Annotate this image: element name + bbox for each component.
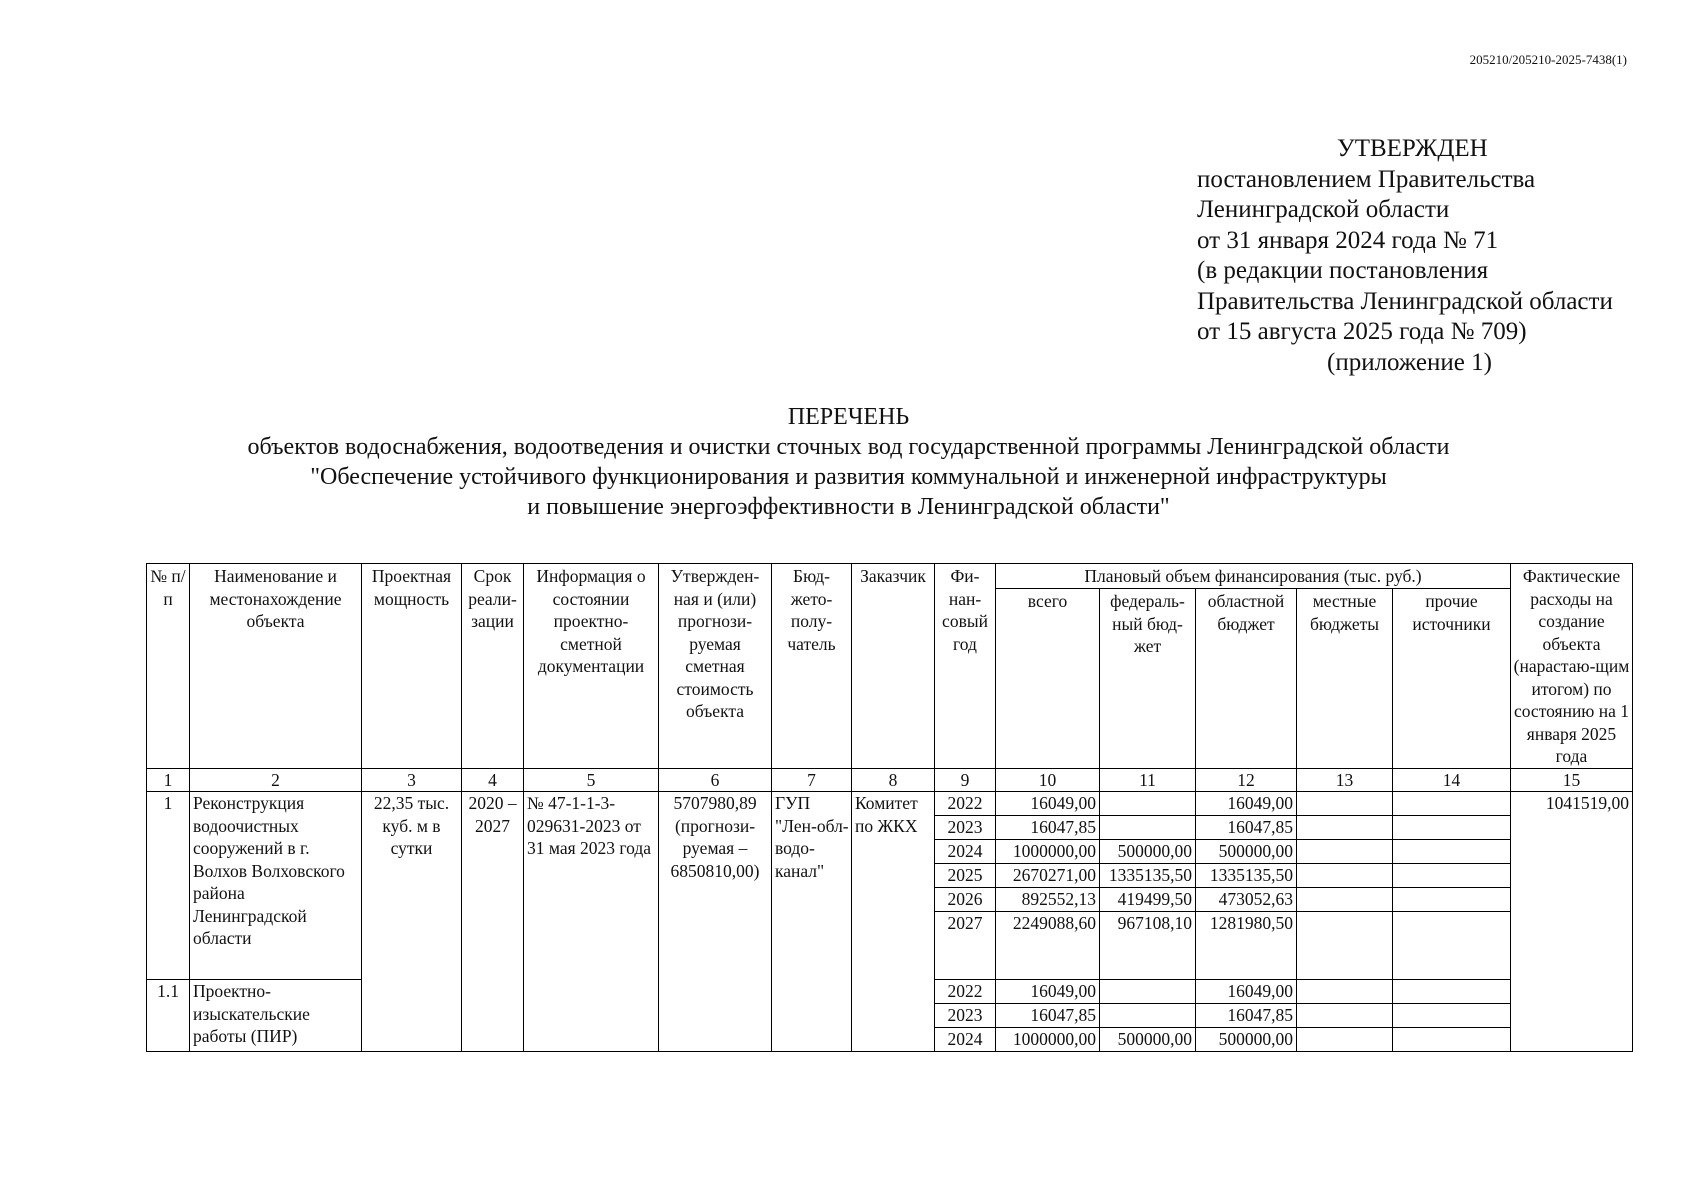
header-federal: федераль-ный бюд-жет — [1100, 589, 1196, 768]
cell-total: 2670271,00 — [996, 864, 1100, 888]
approval-line: (в редакции постановления — [1197, 257, 1489, 284]
column-number: 12 — [1196, 768, 1297, 792]
cell-total: 1000000,00 — [996, 840, 1100, 864]
header-planned-financing: Плановый объем финансирования (тыс. руб.) — [996, 564, 1511, 589]
cell-federal — [1100, 1004, 1196, 1028]
title-line: объектов водоснабжения, водоотведения и очистки сточных вод государственной программы Ленинградской области — [247, 434, 1450, 460]
cell-federal: 1335135,50 — [1100, 864, 1196, 888]
object-cost: 5707980,89 (прогнози-руемая – 6850810,00) — [659, 792, 772, 1052]
column-number: 3 — [362, 768, 462, 792]
column-number: 9 — [935, 768, 996, 792]
approval-line: постановлением Правительства — [1197, 165, 1536, 193]
cell-local — [1297, 1028, 1393, 1052]
object-number: 1.1 — [147, 980, 190, 1052]
header-other: прочие источники — [1393, 589, 1511, 768]
header-term: Срок реали-зации — [462, 564, 524, 769]
approval-line: Ленинградской области — [1197, 196, 1450, 223]
cell-local — [1297, 912, 1393, 980]
cell-year: 2027 — [935, 912, 996, 980]
object-capacity: 22,35 тыс. куб. м в сутки — [362, 792, 462, 1052]
cell-federal — [1100, 792, 1196, 816]
cell-regional: 500000,00 — [1196, 1028, 1297, 1052]
cell-other — [1393, 1004, 1511, 1028]
cell-federal: 500000,00 — [1100, 1028, 1196, 1052]
column-number: 8 — [852, 768, 935, 792]
header-psd-info: Информация о состоянии проектно-сметной документации — [524, 564, 659, 769]
cell-local — [1297, 888, 1393, 912]
cell-federal: 419499,50 — [1100, 888, 1196, 912]
column-number: 11 — [1100, 768, 1196, 792]
header-actual-expenses: Фактические расходы на создание объекта (нарастаю-щим итогом) по состоянию на 1 января 2025 года — [1511, 564, 1633, 769]
cell-total: 892552,13 — [996, 888, 1100, 912]
cell-year: 2022 — [935, 980, 996, 1004]
cell-regional: 1281980,50 — [1196, 912, 1297, 980]
column-number: 13 — [1297, 768, 1393, 792]
approval-line: Правительства Ленинградской области — [1197, 287, 1613, 315]
cell-local — [1297, 840, 1393, 864]
column-number: 2 — [190, 768, 362, 792]
table-row — [147, 792, 1633, 816]
object-number: 1 — [147, 792, 190, 980]
cell-regional: 473052,63 — [1196, 888, 1297, 912]
cell-other — [1393, 888, 1511, 912]
column-number: 10 — [996, 768, 1100, 792]
object-recipient: ГУП "Лен-обл-водо-канал" — [772, 792, 852, 1052]
objects-table — [146, 563, 1633, 1052]
column-number: 15 — [1511, 768, 1633, 792]
cell-federal — [1100, 980, 1196, 1004]
cell-regional: 16047,85 — [1196, 816, 1297, 840]
cell-year: 2023 — [935, 1004, 996, 1028]
document-registration-number: 205210/205210-2025-7438(1) — [1469, 52, 1627, 67]
object-psd-info: № 47-1-1-3-029631-2023 от 31 мая 2023 года — [524, 792, 659, 1052]
header-local: местные бюджеты — [1297, 589, 1393, 768]
cell-regional: 500000,00 — [1196, 840, 1297, 864]
header-name: Наименование и местонахождение объекта — [190, 564, 362, 769]
title-main: ПЕРЕЧЕНЬ — [787, 404, 910, 430]
header-regional: областной бюджет — [1196, 589, 1297, 768]
cell-other — [1393, 840, 1511, 864]
column-number: 14 — [1393, 768, 1511, 792]
column-number: 4 — [462, 768, 524, 792]
cell-year: 2025 — [935, 864, 996, 888]
cell-year: 2024 — [935, 840, 996, 864]
cell-local — [1297, 1004, 1393, 1028]
header-no: № п/п — [147, 564, 190, 769]
cell-year: 2022 — [935, 792, 996, 816]
approval-stamp — [1197, 134, 1657, 378]
header-row — [147, 564, 1633, 589]
column-number: 6 — [659, 768, 772, 792]
cell-total: 1000000,00 — [996, 1028, 1100, 1052]
header-cost: Утвержден-ная и (или) прогнози-руемая сметная стоимость объекта — [659, 564, 772, 769]
object-actual-expenses: 1041519,00 — [1511, 792, 1633, 1052]
cell-other — [1393, 816, 1511, 840]
cell-federal — [1100, 816, 1196, 840]
object-name: Реконструкция водоочистных сооружений в г. Волхов Волховского района Ленинградской области — [190, 792, 362, 980]
header-recipient: Бюд-жето-полу-чатель — [772, 564, 852, 769]
cell-other — [1393, 980, 1511, 1004]
cell-year: 2026 — [935, 888, 996, 912]
object-customer: Комитет по ЖКХ — [852, 792, 935, 1052]
column-number: 5 — [524, 768, 659, 792]
cell-total: 16047,85 — [996, 1004, 1100, 1028]
approval-line: от 15 августа 2025 года № 709) — [1197, 318, 1527, 345]
cell-total: 16047,85 — [996, 816, 1100, 840]
cell-other — [1393, 1028, 1511, 1052]
cell-local — [1297, 816, 1393, 840]
header-fin-year: Фи-нан-совый год — [935, 564, 996, 769]
header-customer: Заказчик — [852, 564, 935, 769]
cell-local — [1297, 980, 1393, 1004]
cell-other — [1393, 792, 1511, 816]
approval-heading: УТВЕРЖДЕН — [1337, 135, 1488, 162]
cell-federal: 500000,00 — [1100, 840, 1196, 864]
cell-year: 2024 — [935, 1028, 996, 1052]
column-number: 7 — [772, 768, 852, 792]
column-number: 1 — [147, 768, 190, 792]
cell-total: 16049,00 — [996, 980, 1100, 1004]
cell-regional: 16047,85 — [1196, 1004, 1297, 1028]
cell-local — [1297, 864, 1393, 888]
column-number-row — [147, 768, 1633, 792]
cell-regional: 16049,00 — [1196, 792, 1297, 816]
title-line: "Обеспечение устойчивого функционирования и развития коммунальной и инженерной инфраструктуры — [310, 464, 1387, 490]
appendix-label: (приложение 1) — [1327, 348, 1492, 376]
cell-local — [1297, 792, 1393, 816]
object-name: Проектно-изыскательские работы (ПИР) — [190, 980, 362, 1052]
title-line: и повышение энергоэффективности в Ленинградской области" — [527, 494, 1170, 520]
header-capacity: Проектная мощность — [362, 564, 462, 769]
cell-total: 16049,00 — [996, 792, 1100, 816]
approval-line: от 31 января 2024 года № 71 — [1197, 226, 1499, 254]
cell-other — [1393, 864, 1511, 888]
cell-regional: 1335135,50 — [1196, 864, 1297, 888]
cell-total: 2249088,60 — [996, 912, 1100, 980]
cell-other — [1393, 912, 1511, 980]
cell-regional: 16049,00 — [1196, 980, 1297, 1004]
header-total: всего — [996, 589, 1100, 768]
cell-federal: 967108,10 — [1100, 912, 1196, 980]
object-term: 2020 – 2027 — [462, 792, 524, 1052]
document-title — [0, 402, 1697, 522]
cell-year: 2023 — [935, 816, 996, 840]
